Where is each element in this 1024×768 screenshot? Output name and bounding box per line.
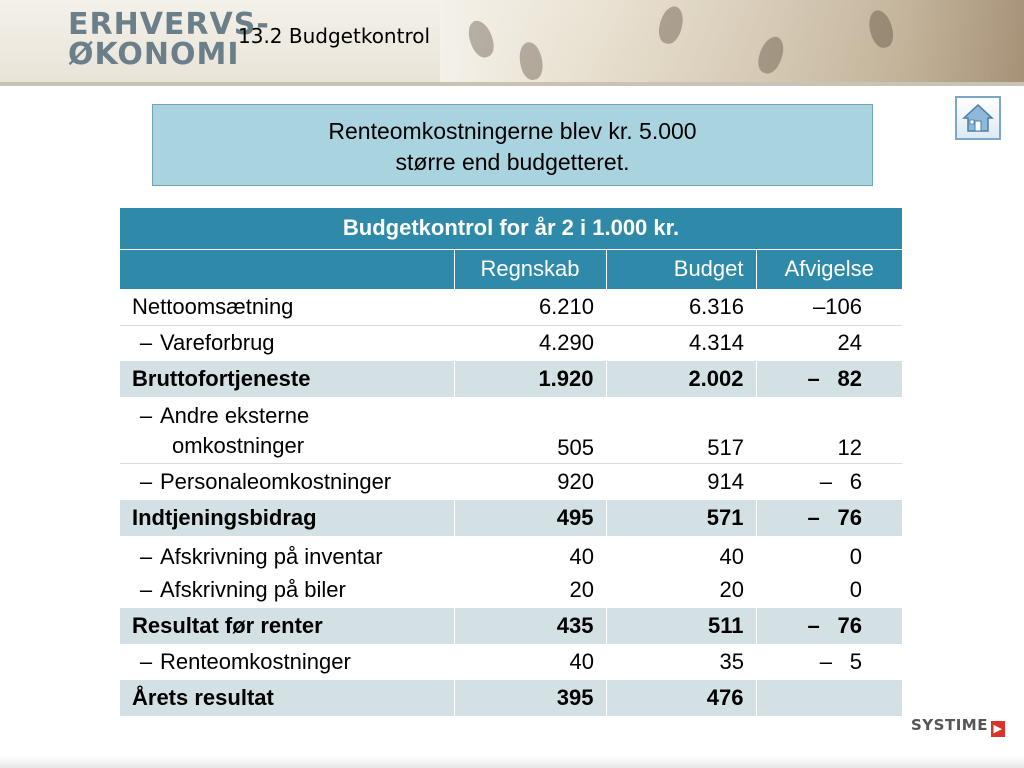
table-row [120,289,902,325]
row-label-text: Nettoomsætning [132,293,294,319]
row-label-text: Afskrivning på inventar [160,543,383,569]
cell-afvigelse [756,397,902,464]
deviation-value: 82 [837,366,862,391]
row-label-text: Vareforbrug [160,330,275,356]
table-row [120,572,902,608]
table-header-row [120,249,902,289]
cell-budget: 476 [606,680,756,716]
cell-regnskab: 4.290 [454,325,606,361]
cell-budget: 40 [606,536,756,572]
row-label: Bruttofortjeneste [120,361,454,397]
deviation-value: 24 [837,330,862,356]
cell-afvigelse [756,361,902,397]
row-prefix: – [139,576,153,602]
cell-budget: 4.314 [606,325,756,361]
cell-regnskab: 920 [454,464,606,500]
row-label [120,644,454,680]
cell-afvigelse [756,680,902,716]
budget-table [120,208,902,716]
row-prefix: – [139,648,153,674]
row-label-text: Afskrivning på biler [160,576,346,602]
cell-regnskab: 395 [454,680,606,716]
deviation-sign: – [819,648,832,674]
column-header-budget: Budget [606,249,756,289]
table-title: Budgetkontrol for år 2 i 1.000 kr. [120,208,902,249]
deviation-value: 12 [837,435,862,460]
cell-afvigelse [756,289,902,325]
column-header-regnskab: Regnskab [454,249,606,289]
cell-regnskab: 40 [454,644,606,680]
deviation-sign: – [807,366,820,391]
table-row [120,325,902,361]
row-prefix: – [139,330,153,356]
callout-line-1: Renteomkostningerne blev kr. 5.000 [328,118,697,144]
cell-regnskab: 40 [454,536,606,572]
table-row [120,397,902,464]
callout-box [152,104,873,186]
cell-afvigelse [756,608,902,644]
table-row [120,536,902,572]
table-row [120,464,902,500]
row-label [120,464,454,500]
cell-afvigelse [756,464,902,500]
logo-line-2: ØKONOMI [68,37,240,72]
subtotal-row [120,500,902,536]
slide-title: 13.2 Budgetkontrol [238,24,431,48]
column-header-label [120,249,454,289]
deviation-value: 76 [837,504,862,530]
deviation-sign: – [807,612,820,638]
cell-budget: 6.316 [606,289,756,325]
cell-afvigelse [756,572,902,608]
cell-afvigelse [756,536,902,572]
deviation-sign: – [813,293,826,319]
row-label [120,289,454,325]
callout-line-2: større end budgetteret. [395,149,630,175]
deviation-value: 76 [837,612,862,638]
row-label [120,536,454,572]
cell-afvigelse [756,325,902,361]
cell-budget: 20 [606,572,756,608]
subtotal-row [120,361,902,397]
arrow-right-icon: ▶ [991,721,1005,737]
total-row [120,680,902,716]
deviation-value: 106 [825,293,862,319]
deviation-sign: – [807,504,820,530]
cell-regnskab: 505 [454,397,606,464]
cell-regnskab: 495 [454,500,606,536]
cell-regnskab: 435 [454,608,606,644]
deviation-value: 5 [849,648,862,674]
publisher-name: SYSTIME [911,716,988,734]
deviation-value: 0 [849,576,862,602]
cell-budget: 914 [606,464,756,500]
cell-budget: 511 [606,608,756,644]
home-icon [962,102,994,134]
column-header-afvigelse: Afvigelse [756,249,902,289]
row-label: Årets resultat [120,680,454,716]
deviation-sign: – [819,468,832,494]
row-label-text-line-2: omkostninger [172,433,305,458]
row-label: Resultat før renter [120,608,454,644]
publisher-logo [911,716,1005,737]
header-banner [0,0,1024,86]
row-prefix: – [139,403,153,428]
table-title-row [120,208,902,249]
row-label-text: Andre eksterne [160,403,310,428]
row-label [120,397,454,464]
row-label-text: Renteomkostninger [160,648,351,674]
logo-line-1: ERHVERVS- [68,7,270,42]
row-label [120,572,454,608]
subtotal-row [120,608,902,644]
cell-afvigelse [756,644,902,680]
row-label: Indtjeningsbidrag [120,500,454,536]
cell-budget: 571 [606,500,756,536]
row-prefix: – [139,543,153,569]
cell-budget: 35 [606,644,756,680]
deviation-value: 0 [849,543,862,569]
cell-afvigelse [756,500,902,536]
home-button[interactable] [955,96,1001,140]
row-label [120,325,454,361]
cell-regnskab: 1.920 [454,361,606,397]
deviation-value: 6 [849,468,862,494]
row-label-text: Personaleomkostninger [160,468,392,494]
footer-bar [0,756,1024,768]
table-row [120,644,902,680]
cell-regnskab: 6.210 [454,289,606,325]
cell-budget: 517 [606,397,756,464]
cell-budget: 2.002 [606,361,756,397]
row-prefix: – [139,468,153,494]
cell-regnskab: 20 [454,572,606,608]
